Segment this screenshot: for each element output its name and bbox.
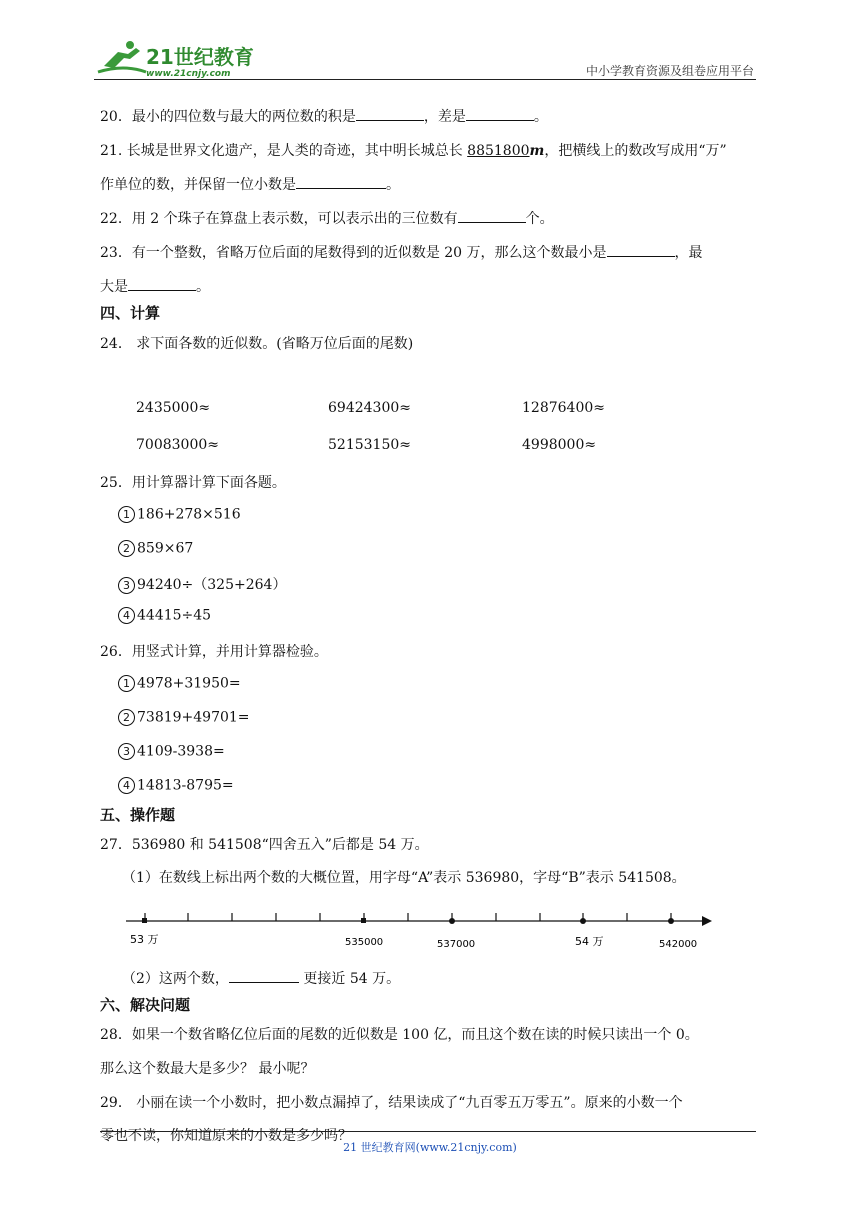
question-25: 25．用计算器计算下面各题。: [100, 475, 286, 491]
circled-number: 4: [118, 607, 135, 624]
question-21: 21. 长城是世界文化遗产，是人类的奇迹，其中明长城总长 8851800m，把横线上的数改写成用“万”: [100, 143, 727, 159]
tick-label: 53 万: [130, 933, 159, 946]
logo-url-text: www.21cnjy.com: [146, 69, 231, 79]
approx-item: 70083000≈: [136, 437, 219, 453]
tick-label: 542000: [659, 939, 698, 950]
section-title-5: 五、操作题: [100, 806, 176, 824]
question-22: 22．用 2 个珠子在算盘上表示数，可以表示出的三位数有 个。: [100, 208, 554, 228]
question-24: 24． 求下面各数的近似数。(省略万位后面的尾数): [100, 336, 414, 352]
approx-item: 52153150≈: [328, 437, 411, 453]
question-23: 23．有一个整数，省略万位后面的尾数得到的近似数是 20 万，那么这个数最小是 ，最: [100, 242, 703, 262]
platform-name: 中小学教育资源及组卷应用平台: [585, 64, 754, 78]
approx-item: 4998000≈: [522, 437, 597, 453]
question-27: 27．536980 和 541508“四舍五入”后都是 54 万。: [100, 837, 429, 853]
point-marker: [449, 918, 455, 924]
circled-number: 3: [118, 743, 135, 760]
circled-number: 2: [118, 709, 135, 726]
circled-number: 1: [118, 675, 135, 692]
circled-number: 4: [118, 777, 135, 794]
approx-item: 69424300≈: [328, 400, 411, 416]
footer-text[interactable]: 21 世纪教育网(www.21cnjy.com): [343, 1141, 517, 1154]
answer-blank[interactable]: [356, 106, 424, 121]
question-23-cont: 大是 。: [100, 276, 210, 296]
circled-number: 1: [118, 506, 135, 523]
point-marker: [580, 918, 586, 924]
underlined-number: 8851800: [467, 143, 530, 159]
answer-blank[interactable]: [296, 174, 386, 189]
point-marker: [142, 918, 147, 923]
approx-item: 12876400≈: [522, 400, 605, 416]
header-rule: [94, 79, 756, 80]
calc-item: 4 14813-8795=: [118, 777, 234, 794]
question-28: 28．如果一个数省略亿位后面的尾数的近似数是 100 亿，而且这个数在读的时候只读出一个 0。: [100, 1027, 699, 1043]
circled-number: 3: [118, 577, 135, 594]
arrow-icon: [702, 916, 712, 926]
calc-item: 4 44415÷45: [118, 607, 211, 624]
question-21-cont: 作单位的数，并保留一位小数是 。: [100, 174, 400, 194]
calc-item: 2 73819+49701=: [118, 709, 250, 726]
footer-rule: [100, 1131, 756, 1132]
question-29-cont: 零也不读，你知道原来的小数是多少吗？: [100, 1128, 352, 1144]
calc-item: 1 186+278×516: [118, 506, 241, 523]
calc-item: 1 4978+31950=: [118, 675, 241, 692]
approx-item: 2435000≈: [136, 400, 211, 416]
answer-blank[interactable]: [466, 106, 534, 121]
tick-label: 54 万: [575, 935, 604, 948]
answer-blank[interactable]: [458, 208, 526, 223]
question-20: 20．最小的四位数与最大的两位数的积是 ，差是 。: [100, 106, 548, 126]
runner-icon: [98, 41, 146, 72]
tick-label: 535000: [345, 937, 384, 948]
answer-blank[interactable]: [607, 242, 675, 257]
calc-item: 2 859×67: [118, 540, 193, 557]
question-28-cont: 那么这个数最大是多少？ 最小呢？: [100, 1061, 315, 1077]
calc-item: 3 94240÷（325+264）: [118, 574, 286, 594]
question-26: 26．用竖式计算，并用计算器检验。: [100, 644, 328, 660]
question-27-part2: （2）这两个数， 更接近 54 万。: [122, 968, 400, 988]
section-title-6: 六、解决问题: [100, 996, 191, 1014]
answer-blank[interactable]: [128, 276, 196, 291]
point-marker: [668, 918, 674, 924]
section-title-4: 四、计算: [100, 304, 161, 322]
tick-label: 537000: [437, 939, 476, 950]
calc-item: 3 4109-3938=: [118, 743, 225, 760]
logo-main-text: 21世纪教育: [146, 45, 254, 69]
logo: [94, 38, 264, 80]
number-line: [120, 895, 720, 955]
circled-number: 2: [118, 540, 135, 557]
question-27-part1: （1）在数线上标出两个数的大概位置，用字母“A”表示 536980，字母“B”表示 541508。: [122, 870, 686, 886]
point-marker: [361, 918, 366, 923]
question-29: 29． 小丽在读一个小数时，把小数点漏掉了，结果读成了“九百零五万零五”。原来的小数一个: [100, 1095, 683, 1111]
answer-blank[interactable]: [229, 968, 299, 983]
